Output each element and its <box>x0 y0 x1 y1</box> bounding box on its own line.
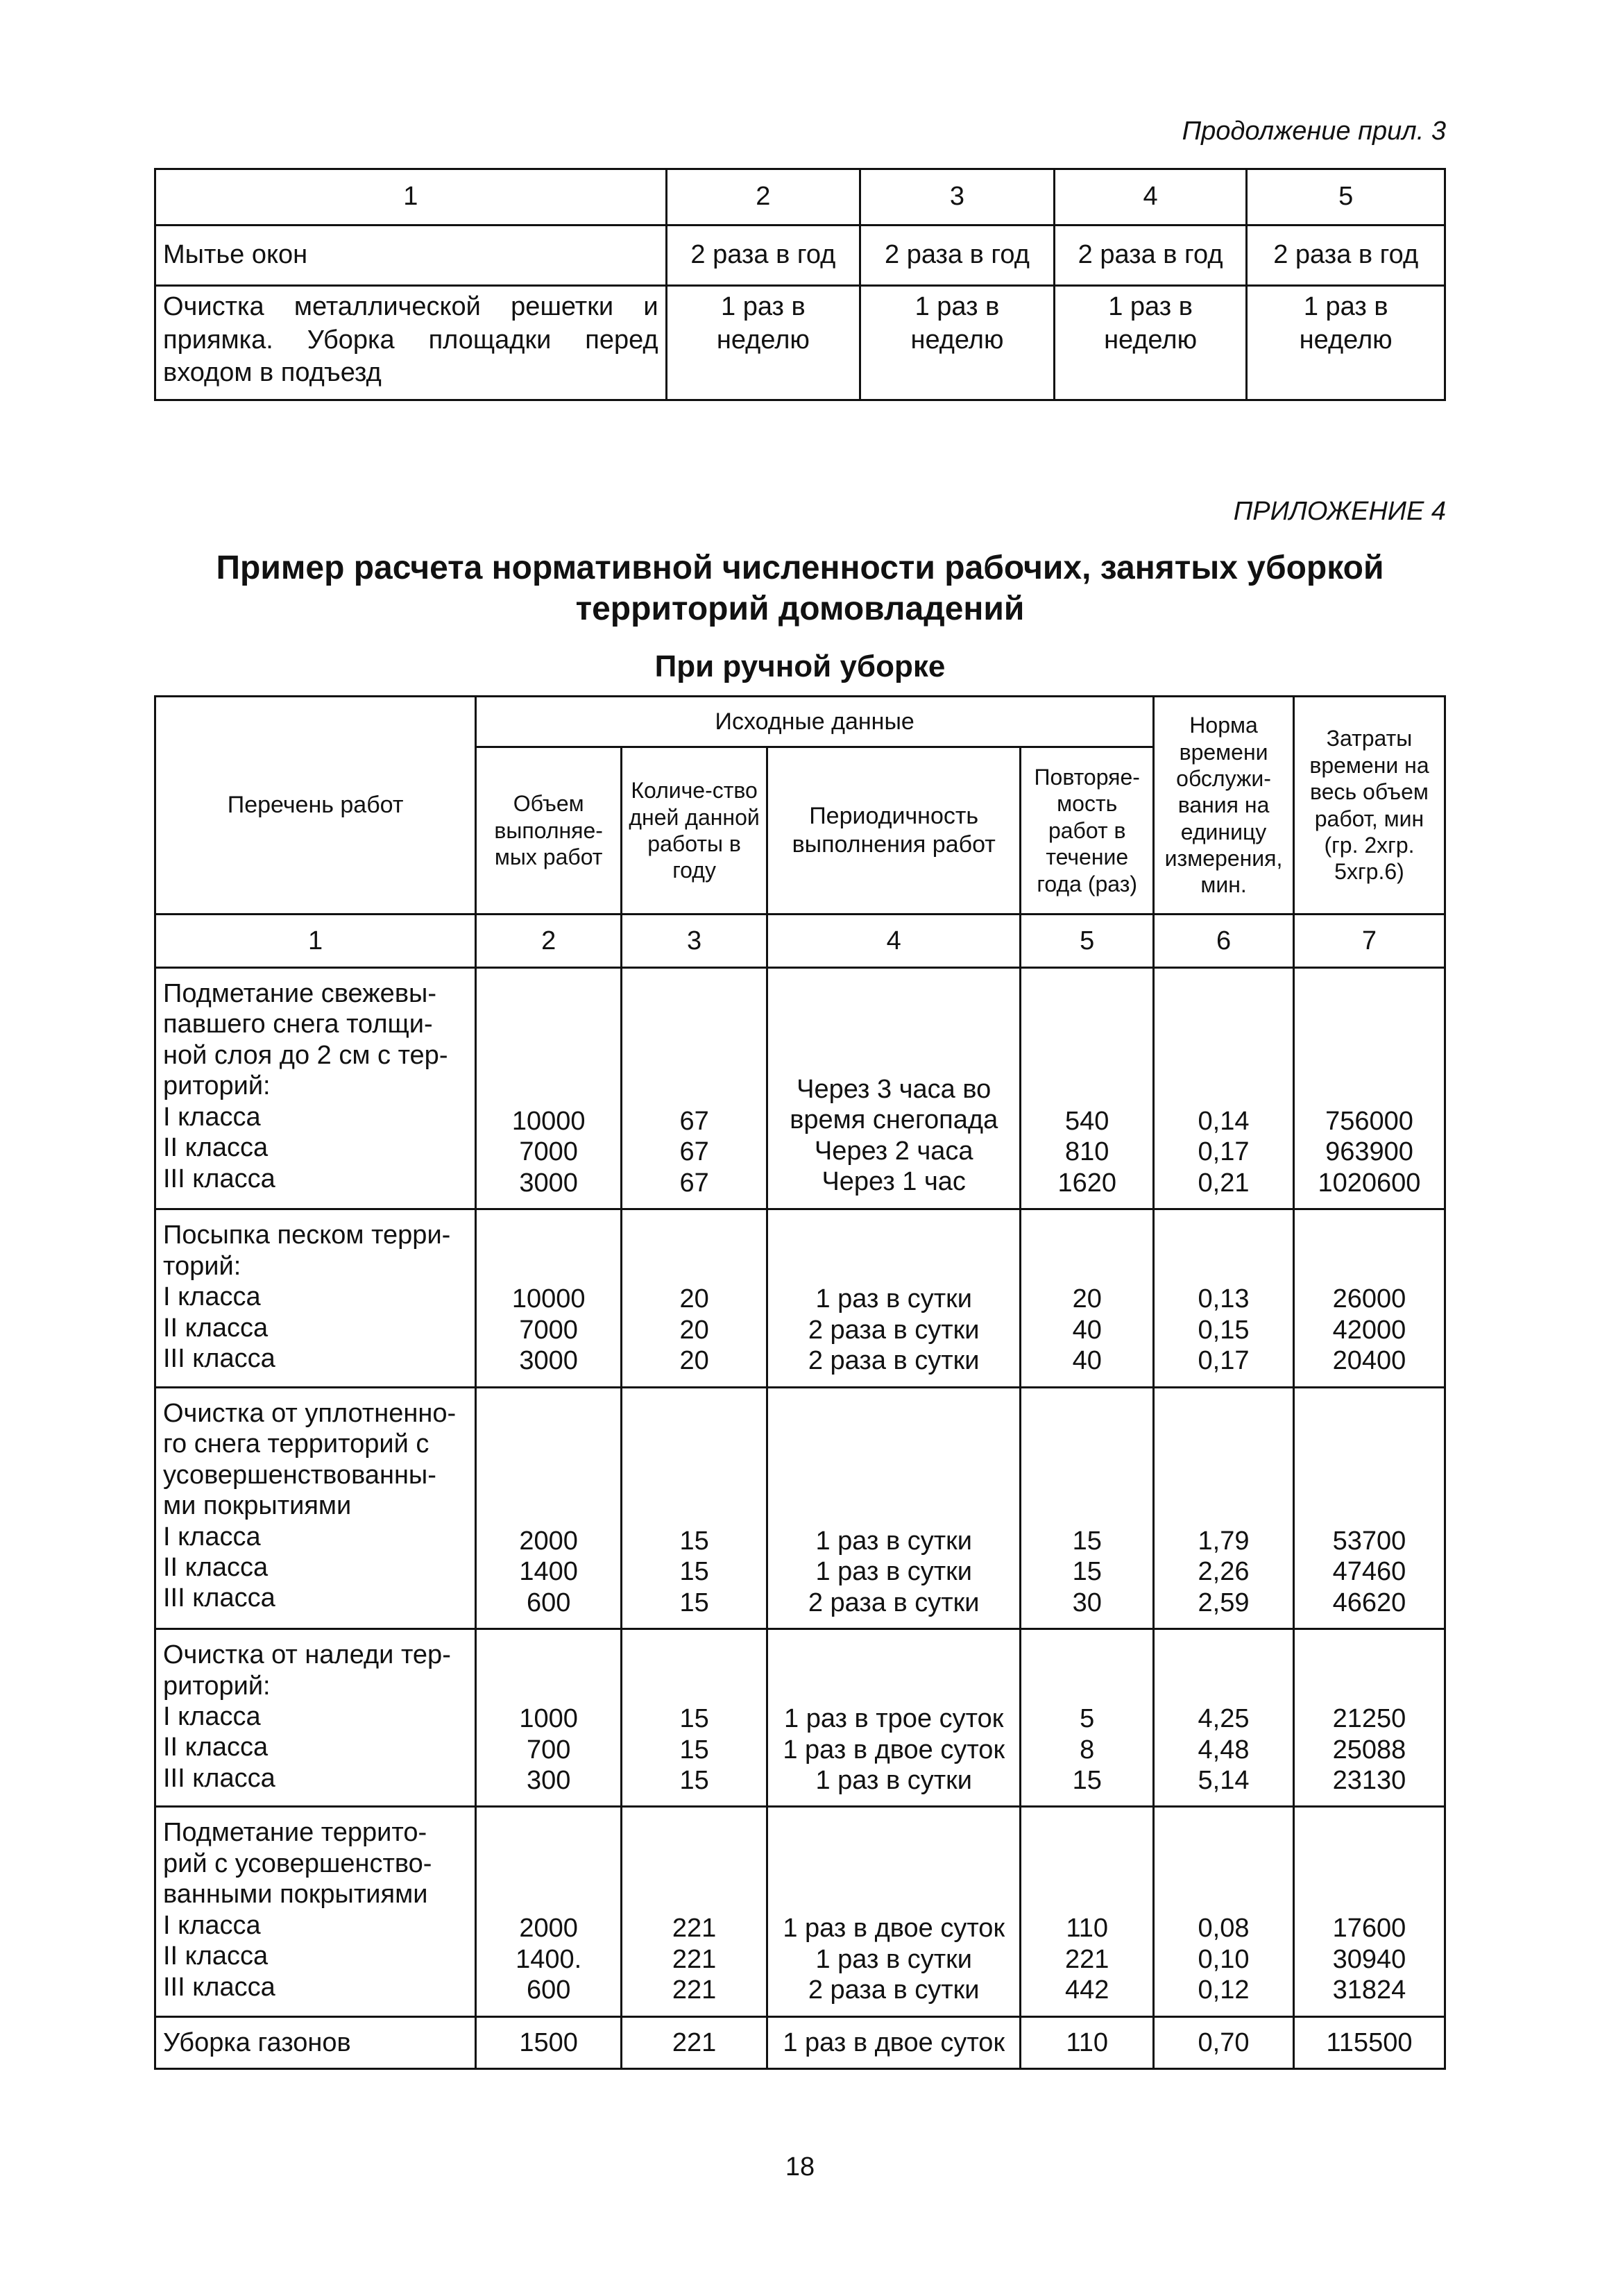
class-label: II класса <box>163 1133 269 1163</box>
table1-col-number: 4 <box>1054 169 1247 226</box>
norm-cell <box>1154 1209 1294 1387</box>
table1-cell: 2 раза в год <box>1054 226 1247 286</box>
class-label: I класса <box>163 1522 261 1551</box>
class-label: II класса <box>163 1552 269 1582</box>
norm-cell <box>1154 1629 1294 1807</box>
volume-value: 700 <box>526 1735 571 1764</box>
norm-value: 0,15 <box>1198 1315 1250 1345</box>
period-cell <box>767 1387 1021 1629</box>
norm-cell <box>1154 1807 1294 2016</box>
days-value: 15 <box>679 1704 709 1734</box>
page-title <box>154 548 1446 629</box>
repeat-value: 810 <box>1065 1137 1109 1167</box>
table1-cell: 2 раза в год <box>666 226 860 286</box>
days-cell <box>622 968 767 1209</box>
norm-cell <box>1154 968 1294 1209</box>
days-value: 15 <box>679 1765 709 1795</box>
volume-value: 2000 <box>519 1526 578 1556</box>
work-name-cell <box>155 1629 476 1807</box>
table1-col-number: 1 <box>155 169 667 226</box>
period-value: 1 раз в сутки <box>815 1944 972 1974</box>
repeat-cell <box>1021 1629 1154 1807</box>
norm-cell <box>1154 1387 1294 1629</box>
period-value: 1 раз в двое суток <box>783 1914 1005 1944</box>
calculation-table <box>154 695 1446 2070</box>
total-value: 26000 <box>1332 1284 1406 1314</box>
repeat-value: 1620 <box>1057 1168 1116 1198</box>
days-cell <box>622 1209 767 1387</box>
work-block <box>155 1629 1445 1807</box>
days-value: 67 <box>679 1168 709 1198</box>
volume-value: 1400 <box>519 1557 578 1587</box>
table1-cell: 1 раз в неделю <box>666 286 860 400</box>
title-line-2: территорий домовладений <box>575 590 1025 627</box>
total-cell <box>1293 1629 1445 1807</box>
volume-cell <box>476 1629 622 1807</box>
repeat-value: 40 <box>1072 1346 1102 1376</box>
class-label: I класса <box>163 1102 261 1132</box>
days-value: 15 <box>679 1735 709 1764</box>
volume-value: 1500 <box>476 2016 622 2068</box>
period-cell <box>767 1629 1021 1807</box>
table1-row-name: Очистка металлической решетки и приямка. Уборка площадки перед входом в подъезд <box>155 286 667 400</box>
period-value: 2 раза в сутки <box>808 1588 980 1617</box>
volume-value: 600 <box>526 1588 571 1617</box>
total-cell <box>1293 1807 1445 2016</box>
col-number: 7 <box>1293 915 1445 968</box>
period-value: 2 раза в сутки <box>808 1346 980 1376</box>
header-row-1 <box>155 697 1445 747</box>
volume-cell <box>476 1209 622 1387</box>
class-label: II класса <box>163 1941 269 1971</box>
norm-value: 1,79 <box>1198 1526 1250 1556</box>
table1-cell: 1 раз в неделю <box>1247 286 1445 400</box>
volume-value: 600 <box>526 1975 571 2005</box>
period-value: 1 раз в сутки <box>815 1765 972 1795</box>
col-number: 5 <box>1021 915 1154 968</box>
total-value: 963900 <box>1325 1137 1413 1167</box>
days-value: 20 <box>679 1315 709 1345</box>
total-value: 17600 <box>1332 1914 1406 1944</box>
norm-value: 2,59 <box>1198 1588 1250 1617</box>
repeat-value: 221 <box>1065 1944 1109 1974</box>
header-total: Затраты времени на весь объем работ, мин (гр. 2хгр. 5хгр.6) <box>1293 697 1445 915</box>
repeat-value: 15 <box>1072 1557 1102 1587</box>
period-value: Через 2 часа <box>814 1136 973 1166</box>
header-volume: Объем выполняе-мых работ <box>476 747 622 915</box>
col-number: 4 <box>767 915 1021 968</box>
table1-cell: 1 раз в неделю <box>1054 286 1247 400</box>
volume-value: 10000 <box>511 1107 586 1136</box>
norm-value: 2,26 <box>1198 1557 1250 1587</box>
volume-value: 1000 <box>519 1704 578 1734</box>
work-title: Подметание террито-рий с усовершенство-ванными покрытиями <box>163 1818 432 1910</box>
header-repeatability: Повторяе-мость работ в течение года (раз) <box>1021 747 1154 915</box>
volume-value: 3000 <box>519 1168 578 1198</box>
col-number: 2 <box>476 915 622 968</box>
total-cell <box>1293 1387 1445 1629</box>
col-number: 3 <box>622 915 767 968</box>
total-value: 21250 <box>1332 1704 1406 1734</box>
col-number: 1 <box>155 915 476 968</box>
period-cell <box>767 1807 1021 2016</box>
work-name-cell <box>155 968 476 1209</box>
norm-value: 0,10 <box>1198 1944 1250 1974</box>
work-name-cell <box>155 1807 476 2016</box>
work-title: Очистка от уплотненно-го снега территорий с усовершенствованны-ми покрытиями <box>163 1398 457 1521</box>
class-label: III класса <box>163 1972 275 2002</box>
repeat-value: 15 <box>1072 1765 1102 1795</box>
period-cell <box>767 968 1021 1209</box>
total-value: 53700 <box>1332 1526 1406 1556</box>
work-title: Подметание свежевы-павшего снега толщи-ной слоя до 2 см с тер-риторий: <box>163 979 448 1101</box>
header-norm: Норма времени обслужи-вания на единицу измерения, мин. <box>1154 697 1294 915</box>
period-value: 1 раз в двое суток <box>767 2016 1021 2068</box>
continuation-note: Продолжение прил. 3 <box>1182 117 1446 146</box>
days-value: 15 <box>679 1557 709 1587</box>
total-value: 756000 <box>1325 1107 1413 1136</box>
volume-cell <box>476 968 622 1209</box>
table1-col-number: 5 <box>1247 169 1445 226</box>
days-value: 221 <box>672 1914 717 1944</box>
header-periodicity: Периодичность выполнения работ <box>767 747 1021 915</box>
period-value: 1 раз в трое суток <box>784 1704 1004 1734</box>
repeat-value: 110 <box>1066 1914 1109 1944</box>
total-value: 1020600 <box>1318 1168 1421 1198</box>
total-value: 31824 <box>1332 1975 1406 2005</box>
volume-cell <box>476 1387 622 1629</box>
period-value: 1 раз в сутки <box>815 1526 972 1556</box>
table1-col-number: 2 <box>666 169 860 226</box>
table1-row-name: Мытье окон <box>155 226 667 286</box>
table1-header-row <box>155 169 1445 226</box>
total-value: 47460 <box>1332 1557 1406 1587</box>
period-value: Через 3 часа во время снегопада <box>790 1075 998 1135</box>
header-work-list: Перечень работ <box>155 697 476 915</box>
days-value: 221 <box>672 1975 717 2005</box>
days-cell <box>622 1387 767 1629</box>
days-value: 15 <box>679 1588 709 1617</box>
norm-value: 0,21 <box>1198 1168 1250 1198</box>
header-source-data: Исходные данные <box>476 697 1154 747</box>
repeat-value: 442 <box>1065 1975 1109 2005</box>
class-label: II класса <box>163 1313 269 1343</box>
days-cell <box>622 1629 767 1807</box>
total-value: 25088 <box>1332 1735 1406 1764</box>
norm-value: 0,17 <box>1198 1346 1250 1376</box>
class-label: III класса <box>163 1164 275 1193</box>
period-value: 1 раз в двое суток <box>783 1735 1005 1764</box>
table1-row <box>155 226 1445 286</box>
column-number-row <box>155 915 1445 968</box>
class-label: III класса <box>163 1344 275 1374</box>
days-value: 67 <box>679 1107 709 1136</box>
repeat-cell <box>1021 968 1154 1209</box>
norm-value: 5,14 <box>1198 1765 1250 1795</box>
class-label: I класса <box>163 1910 261 1940</box>
total-value: 46620 <box>1332 1588 1406 1617</box>
work-title: Очистка от наледи тер-риторий: <box>163 1640 451 1701</box>
days-value: 67 <box>679 1137 709 1167</box>
class-label: III класса <box>163 1583 275 1613</box>
appendix-label: ПРИЛОЖЕНИЕ 4 <box>1233 497 1446 526</box>
repeat-value: 8 <box>1080 1735 1095 1764</box>
repeat-cell <box>1021 1387 1154 1629</box>
total-value: 42000 <box>1332 1315 1406 1345</box>
repeat-cell <box>1021 1209 1154 1387</box>
work-block <box>155 1387 1445 1629</box>
table1-cell: 2 раза в год <box>1247 226 1445 286</box>
repeat-value: 20 <box>1072 1284 1102 1314</box>
repeat-value: 30 <box>1072 1588 1102 1617</box>
period-value: 1 раз в сутки <box>815 1284 972 1314</box>
repeat-value: 110 <box>1021 2016 1154 2068</box>
total-cell <box>1293 1209 1445 1387</box>
repeat-value: 540 <box>1065 1107 1109 1136</box>
period-value: 2 раза в сутки <box>808 1315 980 1345</box>
period-cell <box>767 1209 1021 1387</box>
work-block <box>155 968 1445 1209</box>
total-value: 115500 <box>1293 2016 1445 2068</box>
days-value: 20 <box>679 1346 709 1376</box>
repeat-value: 40 <box>1072 1315 1102 1345</box>
work-row-lawns <box>155 2016 1445 2068</box>
table1-col-number: 3 <box>860 169 1055 226</box>
header-days: Количе-ство дней данной работы в году <box>622 747 767 915</box>
table1-row <box>155 286 1445 400</box>
title-line-1: Пример расчета нормативной численности рабочих, занятых уборкой <box>216 550 1384 586</box>
class-label: III класса <box>163 1763 275 1793</box>
page-number: 18 <box>785 2152 815 2182</box>
total-value: 30940 <box>1332 1944 1406 1974</box>
days-value: 221 <box>622 2016 767 2068</box>
work-title: Уборка газонов <box>155 2016 476 2068</box>
section-subtitle: При ручной уборке <box>654 649 946 683</box>
total-value: 23130 <box>1332 1765 1406 1795</box>
days-value: 15 <box>679 1526 709 1556</box>
class-label: I класса <box>163 1282 261 1312</box>
work-block <box>155 1807 1445 2016</box>
table1-cell: 1 раз в неделю <box>860 286 1055 400</box>
work-title: Посыпка песком терри-торий: <box>163 1221 451 1281</box>
norm-value: 4,48 <box>1198 1735 1250 1764</box>
volume-cell <box>476 1807 622 2016</box>
work-block <box>155 1209 1445 1387</box>
volume-value: 7000 <box>519 1315 578 1345</box>
norm-value: 0,08 <box>1198 1914 1250 1944</box>
volume-value: 7000 <box>519 1137 578 1167</box>
norm-value: 0,12 <box>1198 1975 1250 2005</box>
norm-value: 0,14 <box>1198 1107 1250 1136</box>
norm-value: 0,17 <box>1198 1137 1250 1167</box>
norm-value: 0,13 <box>1198 1284 1250 1314</box>
repeat-value: 5 <box>1080 1704 1095 1734</box>
volume-value: 10000 <box>511 1284 586 1314</box>
col-number: 6 <box>1154 915 1294 968</box>
volume-value: 300 <box>526 1765 571 1795</box>
class-label: II класса <box>163 1733 269 1762</box>
period-value: 2 раза в сутки <box>808 1975 980 2005</box>
repeat-cell <box>1021 1807 1154 2016</box>
volume-value: 2000 <box>519 1914 578 1944</box>
days-value: 20 <box>679 1284 709 1314</box>
days-value: 221 <box>672 1944 717 1974</box>
volume-value: 1400. <box>516 1944 582 1974</box>
repeat-value: 15 <box>1072 1526 1102 1556</box>
total-cell <box>1293 968 1445 1209</box>
work-name-cell <box>155 1209 476 1387</box>
period-value: 1 раз в сутки <box>815 1557 972 1587</box>
days-cell <box>622 1807 767 2016</box>
table1-cell: 2 раза в год <box>860 226 1055 286</box>
class-label: I класса <box>163 1701 261 1731</box>
total-value: 20400 <box>1332 1346 1406 1376</box>
period-value: Через 1 час <box>822 1167 966 1197</box>
norm-value: 0,70 <box>1154 2016 1294 2068</box>
norm-value: 4,25 <box>1198 1704 1250 1734</box>
continuation-table <box>154 168 1446 401</box>
volume-value: 3000 <box>519 1346 578 1376</box>
work-name-cell <box>155 1387 476 1629</box>
